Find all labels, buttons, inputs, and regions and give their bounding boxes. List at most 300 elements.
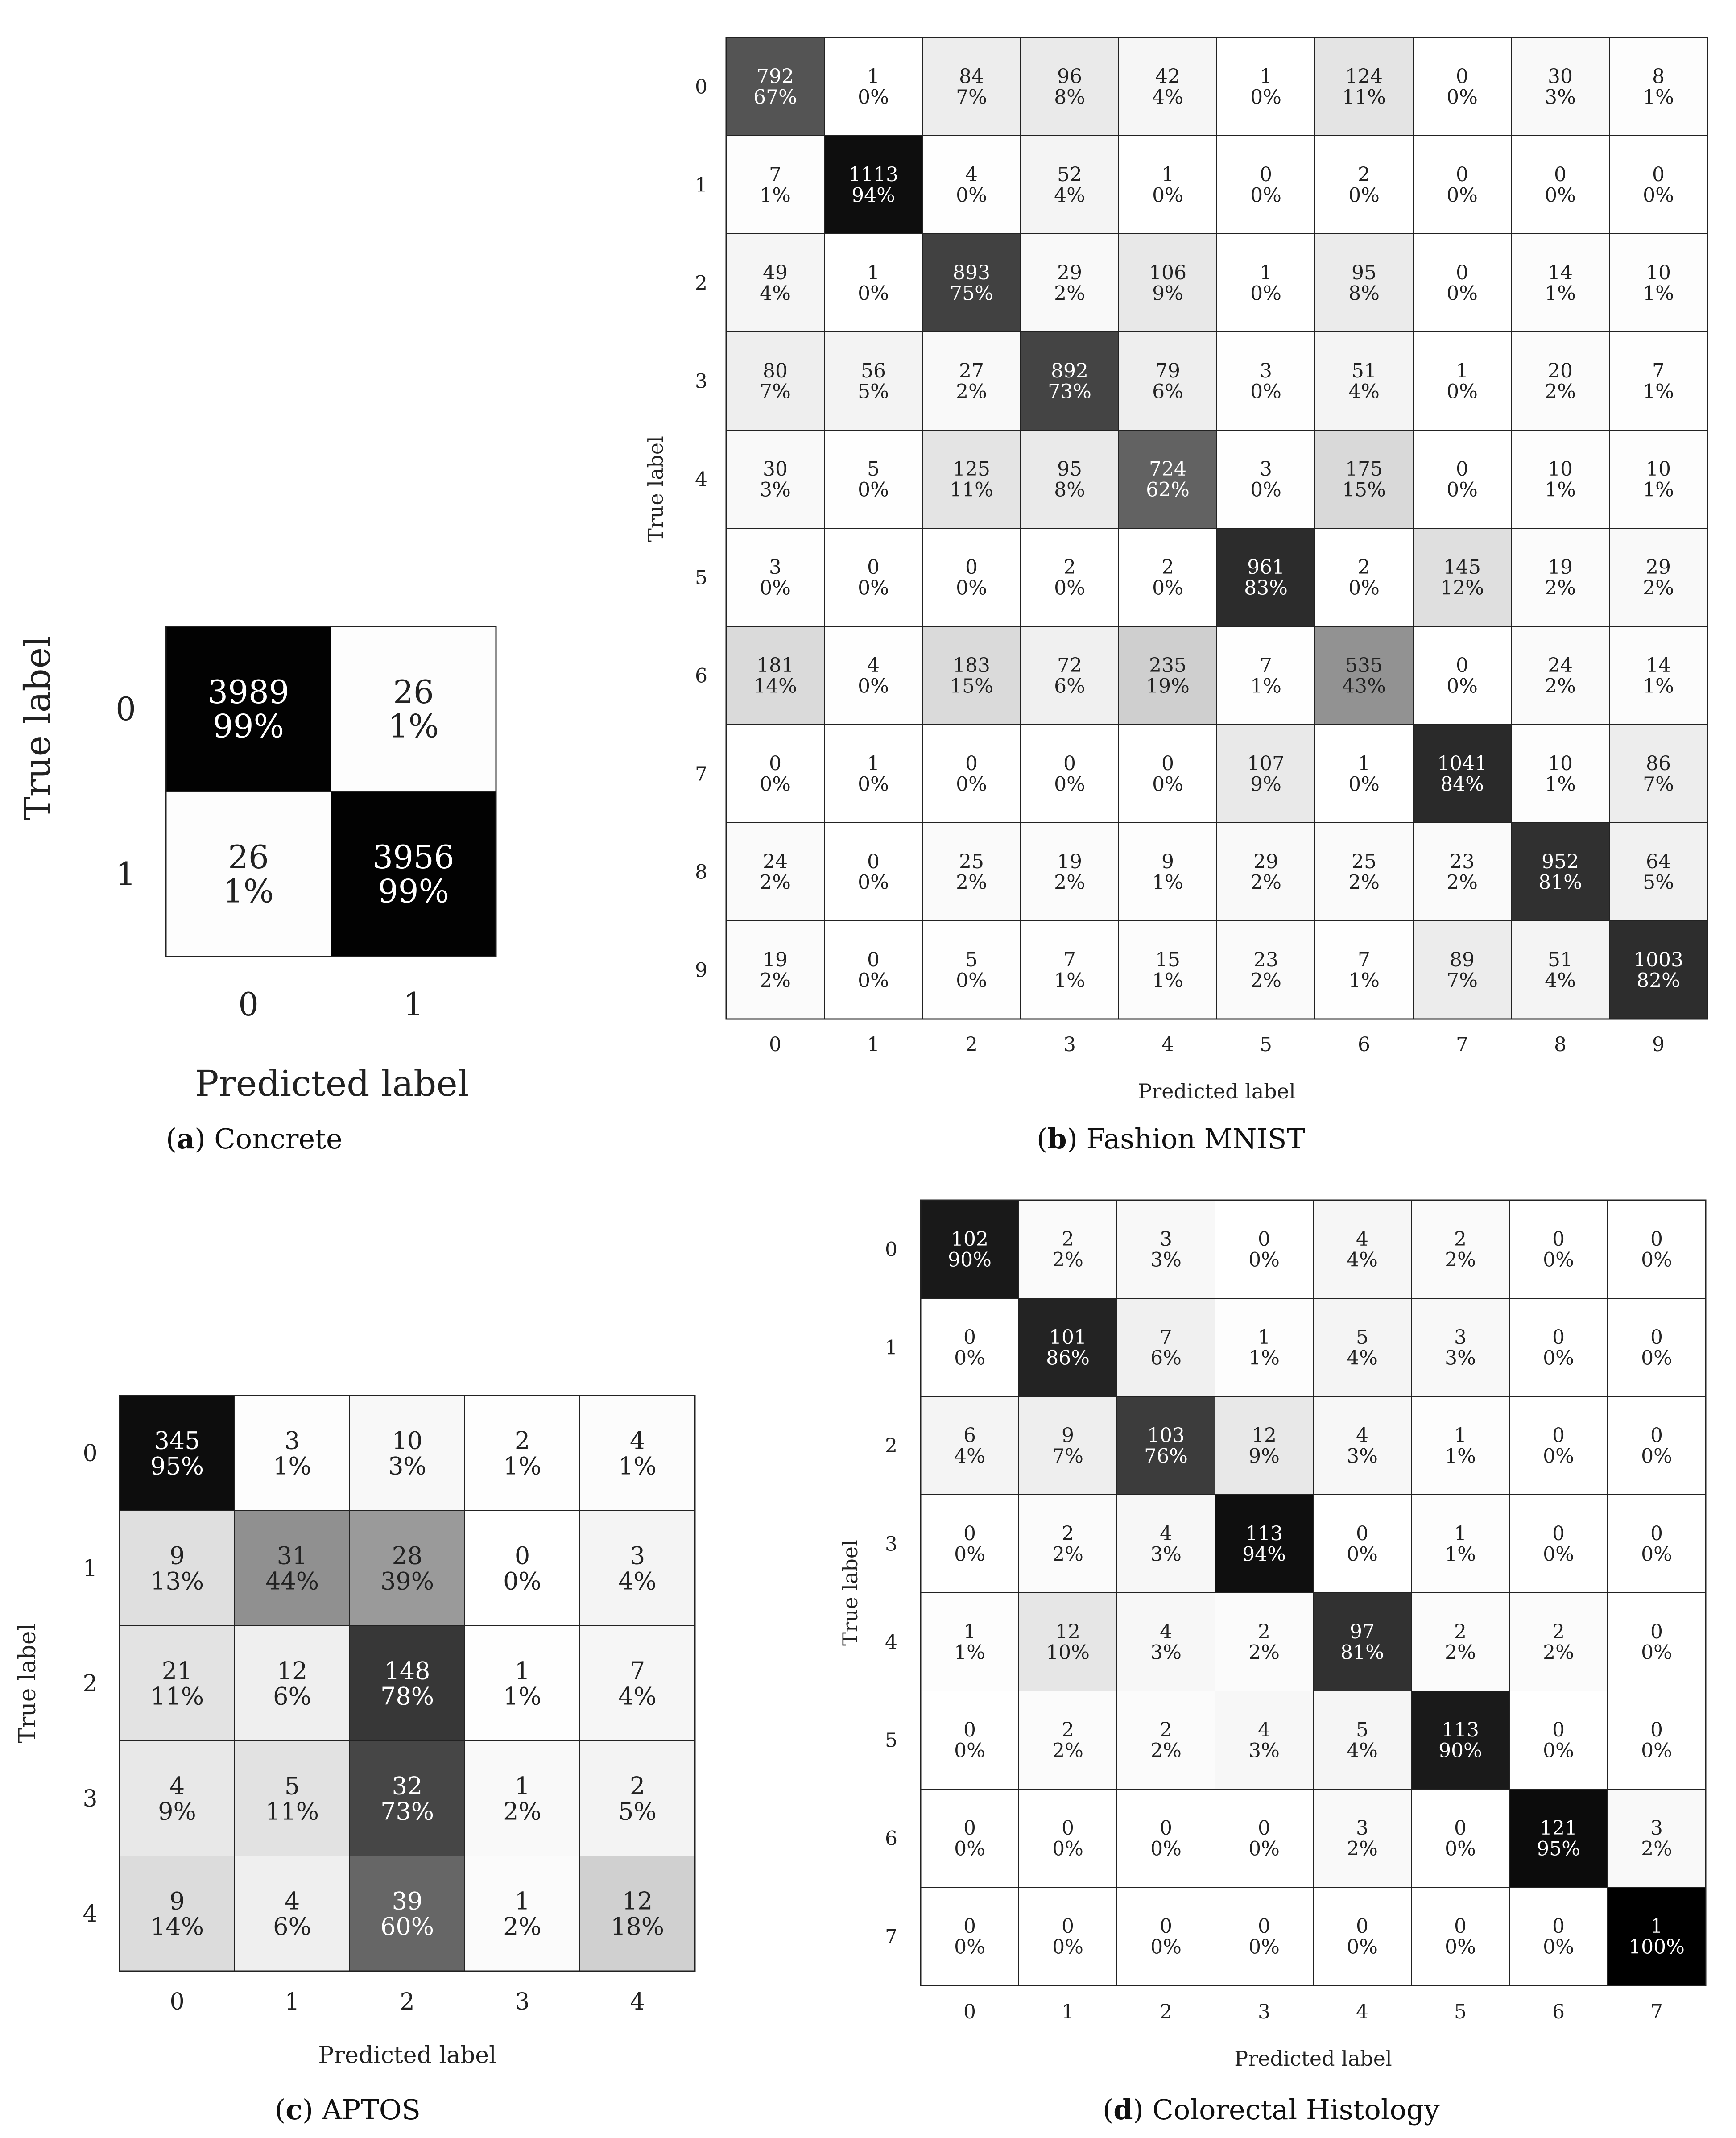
cell-percent: 1% [1248, 1347, 1280, 1370]
cell-count: 0 [963, 1522, 976, 1545]
cell-count: 29 [1646, 556, 1671, 579]
cell-count: 0 [1062, 1915, 1074, 1938]
cell-count: 29 [1057, 261, 1082, 285]
cell-count: 24 [1548, 654, 1573, 677]
x-tick-label: 1 [867, 1033, 880, 1056]
y-tick-label: 1 [885, 1336, 897, 1359]
cell-count: 0 [1552, 1424, 1565, 1447]
x-tick-label: 8 [1554, 1033, 1567, 1056]
y-tick-label: 7 [695, 762, 707, 786]
matrix-cell-3-2 [350, 1741, 465, 1856]
matrix-cell-4-0 [921, 1593, 1019, 1691]
matrix-cell-1-1 [235, 1511, 350, 1626]
cell-count: 0 [1650, 1522, 1663, 1545]
cell-percent: 1% [503, 1682, 541, 1711]
matrix-cell-8-3 [1021, 823, 1119, 921]
matrix-cell-7-4 [1119, 725, 1217, 823]
cell-count: 10 [392, 1426, 423, 1455]
cell-percent: 76% [1144, 1445, 1188, 1468]
cell-percent: 99% [377, 872, 450, 910]
matrix-cell-1-0 [921, 1298, 1019, 1396]
cell-count: 2 [629, 1772, 645, 1800]
cell-count: 0 [1456, 458, 1468, 481]
cell-percent: 8% [1054, 478, 1085, 501]
cell-count: 10 [1646, 261, 1671, 285]
cell-count: 0 [963, 1817, 976, 1840]
cell-percent: 9% [1250, 773, 1281, 796]
cell-percent: 15% [1342, 478, 1386, 501]
cell-count: 0 [1552, 1228, 1565, 1251]
matrix-cell-2-1 [235, 1626, 350, 1741]
matrix-cell-2-0 [726, 234, 824, 332]
cell-percent: 4% [1152, 86, 1183, 109]
x-tick-label: 1 [285, 1989, 300, 2015]
cell-percent: 2% [1545, 675, 1576, 698]
matrix-cell-4-3 [1215, 1593, 1313, 1691]
matrix-cell-0-0 [921, 1200, 1019, 1298]
y-tick-label: 8 [695, 861, 707, 884]
cell-percent: 4% [1347, 1347, 1378, 1370]
cell-percent: 0% [1250, 380, 1281, 403]
cell-percent: 0% [1347, 1935, 1378, 1959]
y-tick-label: 0 [116, 690, 136, 728]
matrix-cell-0-4 [580, 1396, 695, 1511]
cell-count: 19 [763, 949, 788, 972]
matrix-cell-2-5 [1411, 1396, 1509, 1495]
matrix-cell-0-6 [1315, 37, 1413, 136]
caption-c: (c) APTOS [275, 2093, 421, 2126]
cell-percent: 62% [1146, 478, 1190, 501]
matrix-cell-3-6 [1509, 1495, 1608, 1593]
cell-percent: 0% [956, 773, 987, 796]
panel-a-concrete [17, 626, 496, 1104]
x-axis-label: Predicted label [1234, 2047, 1392, 2071]
matrix-cell-3-3 [465, 1741, 580, 1856]
matrix-cell-0-9 [1609, 37, 1707, 136]
cell-percent: 0% [1641, 1543, 1672, 1566]
matrix-cell-6-6 [1509, 1789, 1608, 1887]
matrix-cell-6-0 [921, 1789, 1019, 1887]
matrix-cell-6-5 [1217, 626, 1315, 725]
x-tick-label: 3 [515, 1989, 530, 2015]
matrix-cell-1-4 [580, 1511, 695, 1626]
cell-percent: 1% [1643, 380, 1674, 403]
matrix-cell-9-6 [1315, 921, 1413, 1019]
matrix-cell-8-5 [1217, 823, 1315, 921]
cell-count: 12 [277, 1657, 308, 1685]
matrix-cell-4-0 [726, 430, 824, 528]
cell-count: 1 [1456, 360, 1468, 383]
cell-count: 5 [1356, 1326, 1368, 1349]
cell-percent: 1% [1643, 282, 1674, 305]
cell-percent: 3% [1248, 1739, 1280, 1762]
cell-percent: 0% [1447, 478, 1478, 501]
x-tick-label: 7 [1650, 2001, 1663, 2023]
matrix-cell-2-4 [580, 1626, 695, 1741]
cell-count: 102 [951, 1228, 988, 1251]
x-axis-label: Predicted label [194, 1063, 469, 1104]
cell-percent: 0% [1152, 773, 1183, 796]
cell-count: 30 [763, 458, 788, 481]
cell-percent: 2% [1250, 871, 1281, 894]
cell-percent: 19% [1146, 675, 1190, 698]
matrix-cell-2-7 [1413, 234, 1511, 332]
cell-count: 0 [514, 1541, 530, 1570]
cell-percent: 11% [1342, 86, 1386, 109]
cell-count: 28 [392, 1541, 423, 1570]
matrix-cell-5-2 [922, 528, 1021, 626]
caption-letter: b [1047, 1123, 1067, 1155]
matrix-cell-1-7 [1608, 1298, 1706, 1396]
cell-percent: 5% [858, 380, 889, 403]
matrix-cell-9-0 [726, 921, 824, 1019]
matrix-cell-3-3 [1021, 332, 1119, 430]
matrix-cell-7-3 [1021, 725, 1119, 823]
matrix-cell-6-2 [1117, 1789, 1215, 1887]
matrix-cell-4-5 [1411, 1593, 1509, 1691]
cell-percent: 0% [1447, 86, 1478, 109]
panel-b-fashion-mnist [644, 37, 1707, 1103]
caption-b: (b) Fashion MNIST [1037, 1123, 1305, 1155]
cell-percent: 1% [223, 872, 274, 910]
cell-percent: 0% [1447, 184, 1478, 207]
matrix-cell-9-9 [1609, 921, 1707, 1019]
x-tick-label: 3 [1258, 2001, 1270, 2023]
panel-c-aptos [14, 1396, 695, 2069]
cell-count: 0 [867, 556, 880, 579]
cell-percent: 2% [1543, 1641, 1574, 1664]
y-tick-label: 1 [116, 855, 136, 893]
cell-percent: 6% [1150, 1347, 1182, 1370]
cell-count: 5 [867, 458, 880, 481]
matrix-cell-6-2 [922, 626, 1021, 725]
x-tick-label: 6 [1358, 1033, 1370, 1056]
matrix-cell-5-8 [1511, 528, 1609, 626]
matrix-cell-8-9 [1609, 823, 1707, 921]
matrix-cell-5-0 [921, 1691, 1019, 1789]
cell-percent: 67% [753, 86, 797, 109]
matrix-cell-4-1 [824, 430, 922, 528]
matrix-cell-2-3 [465, 1626, 580, 1741]
cell-percent: 4% [618, 1567, 657, 1595]
cell-percent: 0% [760, 576, 791, 600]
matrix-cell-5-1 [824, 528, 922, 626]
cell-percent: 2% [1054, 282, 1085, 305]
cell-count: 0 [1454, 1915, 1467, 1938]
cell-percent: 0% [1543, 1935, 1574, 1959]
cell-count: 20 [1548, 360, 1573, 383]
cell-count: 1 [1258, 1326, 1270, 1349]
matrix-cell-5-4 [1313, 1691, 1411, 1789]
cell-count: 56 [861, 360, 886, 383]
x-tick-label: 5 [1260, 1033, 1272, 1056]
matrix-cell-2-4 [1313, 1396, 1411, 1495]
cell-percent: 0% [1250, 282, 1281, 305]
cell-percent: 2% [1347, 1837, 1378, 1860]
cell-percent: 1% [1250, 675, 1281, 698]
cell-count: 10 [1646, 458, 1671, 481]
cell-count: 7 [769, 163, 781, 186]
cell-count: 7 [1652, 360, 1665, 383]
cell-percent: 82% [1637, 969, 1680, 992]
cell-percent: 0% [954, 1837, 985, 1860]
matrix-cell-8-4 [1119, 823, 1217, 921]
panel-d-colorectal-histology [838, 1200, 1706, 2071]
matrix-cell-0-1 [1019, 1200, 1117, 1298]
cell-count: 95 [1352, 261, 1376, 285]
y-tick-label: 9 [695, 959, 707, 982]
matrix-cell-5-4 [1119, 528, 1217, 626]
matrix-cell-1-4 [1313, 1298, 1411, 1396]
matrix-cell-0-7 [1608, 1200, 1706, 1298]
cell-count: 3 [1160, 1228, 1172, 1251]
cell-count: 26 [393, 673, 434, 711]
matrix-cell-6-4 [1119, 626, 1217, 725]
matrix-cell-2-5 [1217, 234, 1315, 332]
matrix-cell-8-2 [922, 823, 1021, 921]
cell-count: 2 [1062, 1719, 1074, 1742]
matrix-cell-6-3 [1215, 1789, 1313, 1887]
matrix-cell-7-1 [1019, 1887, 1117, 1985]
cell-percent: 81% [1538, 871, 1582, 894]
cell-count: 2 [1062, 1228, 1074, 1251]
cell-percent: 1% [273, 1452, 311, 1480]
matrix-cell-7-8 [1511, 725, 1609, 823]
cell-count: 8 [1652, 65, 1665, 88]
cell-percent: 0% [1248, 1837, 1280, 1860]
cell-percent: 0% [1152, 576, 1183, 600]
cell-percent: 2% [1445, 1248, 1476, 1272]
matrix-cell-0-4 [1313, 1200, 1411, 1298]
cell-count: 1 [514, 1772, 530, 1800]
cell-count: 345 [154, 1426, 200, 1455]
matrix-cell-0-0 [120, 1396, 235, 1511]
cell-percent: 0% [858, 675, 889, 698]
cell-count: 0 [1160, 1915, 1172, 1938]
cell-percent: 11% [950, 478, 993, 501]
matrix-cell-4-7 [1608, 1593, 1706, 1691]
cell-count: 5 [284, 1772, 300, 1800]
cell-count: 12 [622, 1887, 653, 1915]
matrix-cell-5-3 [1215, 1691, 1313, 1789]
matrix-cell-5-3 [1021, 528, 1119, 626]
matrix-cell-9-8 [1511, 921, 1609, 1019]
cell-percent: 0% [954, 1347, 985, 1370]
cell-count: 9 [1161, 850, 1174, 874]
cell-count: 0 [1552, 1326, 1565, 1349]
cell-percent: 0% [1150, 1837, 1182, 1860]
cell-count: 1113 [848, 163, 898, 186]
cell-percent: 1% [760, 184, 791, 207]
cell-percent: 4% [1054, 184, 1085, 207]
cell-percent: 4% [954, 1445, 985, 1468]
cell-count: 3 [1356, 1817, 1368, 1840]
x-tick-label: 5 [1454, 2001, 1467, 2023]
matrix-cell-2-0 [921, 1396, 1019, 1495]
cell-percent: 2% [1250, 969, 1281, 992]
cell-percent: 0% [1641, 1248, 1672, 1272]
cell-percent: 90% [948, 1248, 992, 1272]
cell-count: 84 [959, 65, 984, 88]
cell-percent: 0% [1543, 1543, 1574, 1566]
matrix-cell-4-9 [1609, 430, 1707, 528]
cell-percent: 83% [1244, 576, 1288, 600]
matrix-cell-0-8 [1511, 37, 1609, 136]
cell-count: 0 [1063, 752, 1076, 775]
cell-percent: 1% [1545, 282, 1576, 305]
cell-percent: 0% [1054, 576, 1085, 600]
cell-percent: 2% [1052, 1739, 1083, 1762]
caption-a: (a) Concrete [166, 1123, 343, 1155]
cell-percent: 7% [1447, 969, 1478, 992]
cell-percent: 0% [954, 1935, 985, 1959]
caption-text: Concrete [214, 1123, 343, 1155]
matrix-cell-3-2 [1117, 1495, 1215, 1593]
matrix-cell-2-7 [1608, 1396, 1706, 1495]
x-tick-label: 4 [630, 1989, 645, 2015]
cell-percent: 4% [1347, 1739, 1378, 1762]
cell-count: 121 [1540, 1817, 1577, 1840]
cell-percent: 7% [760, 380, 791, 403]
x-tick-label: 4 [1356, 2001, 1368, 2023]
cell-count: 0 [1456, 261, 1468, 285]
cell-percent: 2% [956, 871, 987, 894]
caption-text: APTOS [322, 2093, 421, 2126]
cell-count: 113 [1442, 1719, 1479, 1742]
cell-count: 10 [1548, 458, 1573, 481]
cell-count: 0 [963, 1326, 976, 1349]
matrix-cell-3-1 [235, 1741, 350, 1856]
cell-count: 30 [1548, 65, 1573, 88]
cell-percent: 0% [1250, 86, 1281, 109]
cell-count: 19 [1057, 850, 1082, 874]
cell-percent: 0% [956, 969, 987, 992]
cell-count: 3 [629, 1541, 645, 1570]
cell-count: 148 [384, 1657, 430, 1685]
cell-percent: 3% [1545, 86, 1576, 109]
matrix-cell-7-7 [1608, 1887, 1706, 1985]
matrix-cell-7-5 [1217, 725, 1315, 823]
y-tick-label: 6 [885, 1827, 897, 1850]
matrix-cell-8-8 [1511, 823, 1609, 921]
matrix-cell-8-1 [824, 823, 922, 921]
cell-count: 31 [277, 1541, 308, 1570]
cell-count: 183 [953, 654, 990, 677]
matrix-cell-3-0 [120, 1741, 235, 1856]
matrix-cell-7-4 [1313, 1887, 1411, 1985]
cell-percent: 0% [956, 576, 987, 600]
cell-count: 51 [1548, 949, 1573, 972]
matrix-cell-1-6 [1509, 1298, 1608, 1396]
cell-percent: 0% [1545, 184, 1576, 207]
cell-count: 1 [1260, 261, 1272, 285]
cell-percent: 0% [1054, 773, 1085, 796]
cell-count: 86 [1646, 752, 1671, 775]
cell-percent: 1% [1545, 478, 1576, 501]
cell-percent: 2% [1150, 1739, 1182, 1762]
matrix-cell-0-2 [350, 1396, 465, 1511]
cell-percent: 4% [1545, 969, 1576, 992]
matrix-cell-0-0 [166, 626, 331, 791]
matrix-cell-1-2 [922, 136, 1021, 234]
matrix-cell-6-9 [1609, 626, 1707, 725]
cell-count: 2 [1552, 1620, 1565, 1644]
cell-percent: 2% [1447, 871, 1478, 894]
cell-percent: 9% [1152, 282, 1183, 305]
cell-count: 7 [629, 1657, 645, 1685]
cell-count: 0 [1258, 1915, 1270, 1938]
y-tick-label: 1 [83, 1555, 98, 1583]
matrix-cell-4-3 [465, 1856, 580, 1971]
matrix-cell-0-2 [922, 37, 1021, 136]
cell-percent: 0% [858, 576, 889, 600]
cell-count: 145 [1443, 556, 1481, 579]
cell-percent: 9% [158, 1797, 196, 1826]
cell-count: 0 [1650, 1424, 1663, 1447]
cell-percent: 7% [1052, 1445, 1083, 1468]
matrix-cell-2-3 [1021, 234, 1119, 332]
cell-count: 107 [1247, 752, 1285, 775]
matrix-cell-6-6 [1315, 626, 1413, 725]
cell-count: 113 [1245, 1522, 1283, 1545]
matrix-cell-7-5 [1411, 1887, 1509, 1985]
cell-percent: 0% [1643, 184, 1674, 207]
matrix-cell-5-5 [1217, 528, 1315, 626]
cell-count: 3989 [207, 673, 289, 711]
cell-count: 0 [1456, 163, 1468, 186]
y-tick-label: 0 [695, 75, 707, 99]
matrix-cell-3-8 [1511, 332, 1609, 430]
cell-count: 12 [1055, 1620, 1080, 1644]
x-tick-label: 0 [769, 1033, 781, 1056]
cell-count: 9 [1062, 1424, 1074, 1447]
matrix-cell-0-1 [824, 37, 922, 136]
cell-count: 1003 [1633, 949, 1683, 972]
cell-count: 0 [1552, 1522, 1565, 1545]
matrix-cell-0-3 [1021, 37, 1119, 136]
cell-percent: 1% [1545, 773, 1576, 796]
cell-percent: 14% [150, 1912, 204, 1941]
cell-count: 893 [953, 261, 990, 285]
matrix-cell-6-1 [1019, 1789, 1117, 1887]
cell-percent: 0% [1543, 1248, 1574, 1272]
cell-count: 72 [1057, 654, 1082, 677]
matrix-cell-6-7 [1608, 1789, 1706, 1887]
cell-percent: 0% [858, 871, 889, 894]
matrix-cell-3-1 [1019, 1495, 1117, 1593]
matrix-cell-1-8 [1511, 136, 1609, 234]
cell-percent: 0% [503, 1567, 541, 1595]
cell-count: 961 [1247, 556, 1285, 579]
cell-percent: 6% [273, 1912, 311, 1941]
cell-count: 6 [963, 1424, 976, 1447]
matrix-cell-0-6 [1509, 1200, 1608, 1298]
cell-count: 2 [1062, 1522, 1074, 1545]
matrix-cell-4-2 [1117, 1593, 1215, 1691]
cell-percent: 1% [1445, 1543, 1476, 1566]
matrix-cell-4-0 [120, 1856, 235, 1971]
y-tick-label: 6 [695, 664, 707, 688]
matrix-cell-7-9 [1609, 725, 1707, 823]
cell-percent: 0% [1250, 478, 1281, 501]
y-tick-label: 0 [885, 1238, 897, 1261]
cell-count: 0 [1650, 1228, 1663, 1251]
cell-percent: 95% [150, 1452, 204, 1480]
cell-percent: 86% [1046, 1347, 1090, 1370]
cell-percent: 8% [1054, 86, 1085, 109]
matrix-cell-4-4 [1119, 430, 1217, 528]
cell-percent: 2% [760, 969, 791, 992]
